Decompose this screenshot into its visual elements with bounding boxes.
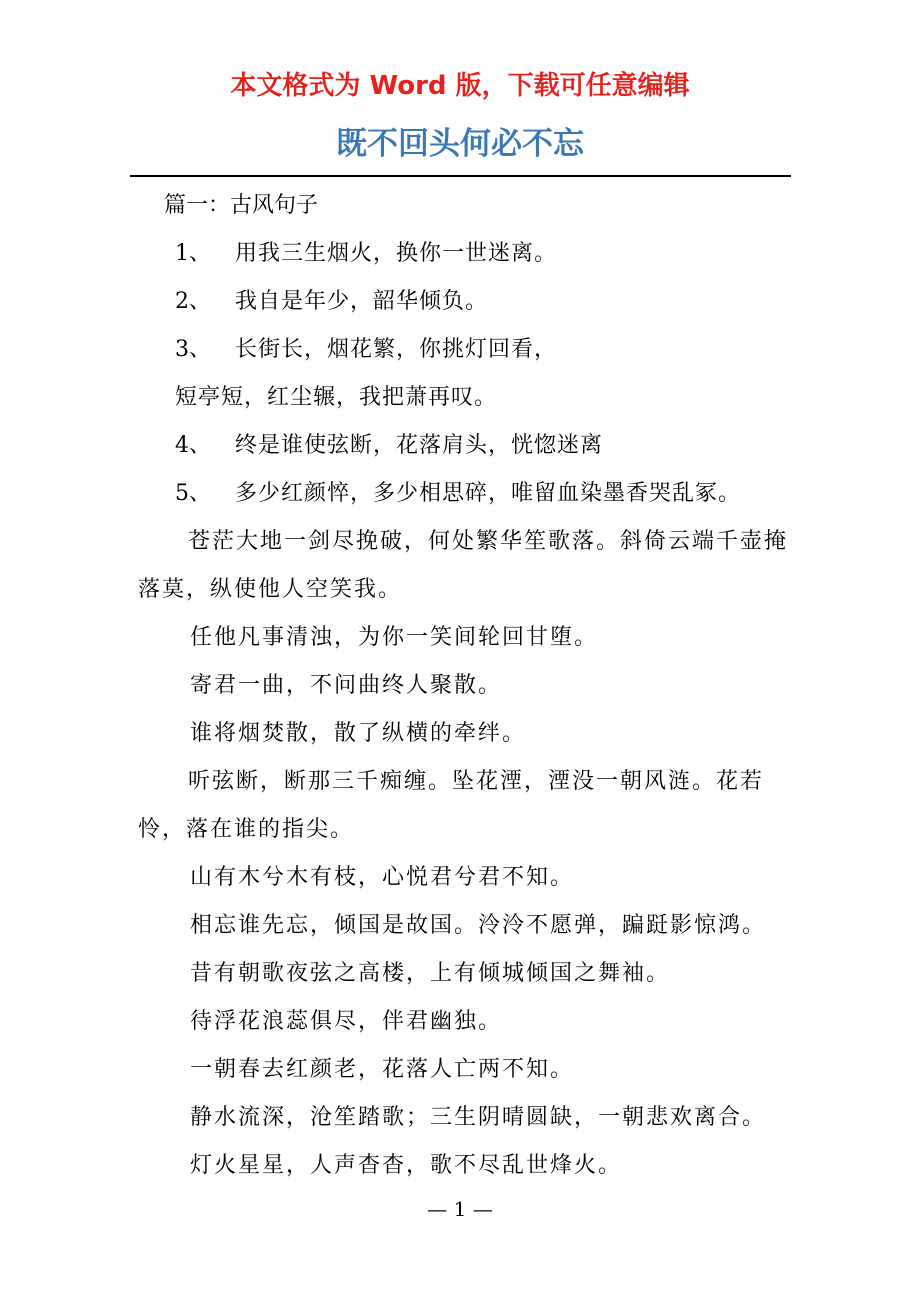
list-item-number: 5、 — [175, 481, 211, 506]
page-number: — 1 — — [427, 1197, 493, 1221]
text-line: 一朝春去红颜老，花落人亡两不知。 — [190, 1057, 575, 1082]
title-divider — [130, 175, 791, 177]
text-line: 灯火星星，人声杳杳，歌不尽乱世烽火。 — [190, 1153, 623, 1178]
list-item-text: 长街长，烟花繁，你挑灯回看， — [235, 337, 558, 362]
list-item — [138, 230, 788, 278]
list-item-number: 1、 — [175, 241, 211, 266]
section-heading: 篇一：古风句子 — [164, 193, 319, 218]
text-line: 静水流深，沧笙踏歌；三生阴晴圆缺，一朝悲欢离合。 — [190, 1105, 767, 1130]
text-line: 谁将烟焚散，散了纵横的牵绊。 — [190, 721, 527, 746]
list-item-number: 2、 — [175, 289, 211, 314]
list-item-continuation: 短亭短，红尘辗，我把萧再叹。 — [175, 385, 498, 410]
list-item — [138, 422, 788, 470]
text-line: 相忘谁先忘，倾国是故国。泠泠不愿弹，蹁跹影惊鸿。 — [190, 913, 767, 938]
text-line: 任他凡事清浊，为你一笑间轮回甘堕。 — [190, 625, 599, 650]
text-line: 寄君一曲，不问曲终人聚散。 — [190, 673, 503, 698]
text-line: 昔有朝歌夜弦之高楼，上有倾城倾国之舞袖。 — [190, 961, 671, 986]
text-line: 山有木兮木有枝，心悦君兮君不知。 — [190, 865, 575, 890]
paragraph: 苍茫大地一剑尽挽破，何处繁华笙歌落。斜倚云端千壶掩落莫，纵使他人空笑我。 — [138, 529, 789, 602]
list-item-number: 3、 — [175, 337, 211, 362]
list-item — [138, 326, 788, 374]
text-line: 待浮花浪蕊俱尽，伴君幽独。 — [190, 1009, 503, 1034]
document-body — [138, 182, 788, 1190]
list-item-text: 终是谁使弦断，花落肩头，恍惚迷离 — [235, 433, 604, 458]
list-item — [138, 470, 788, 518]
paragraph: 听弦断，断那三千痴缠。坠花湮，湮没一朝风涟。花若怜，落在谁的指尖。 — [138, 769, 765, 842]
list-item-text: 我自是年少，韶华倾负。 — [235, 289, 489, 314]
list-item-number: 4、 — [175, 433, 211, 458]
document-title: 既不回头何必不忘 — [336, 126, 584, 162]
download-banner: 本文格式为 Word 版，下载可任意编辑 — [230, 71, 690, 101]
list-item-text: 多少红颜悴，多少相思碎，唯留血染墨香哭乱冢。 — [235, 481, 742, 506]
list-item — [138, 278, 788, 326]
list-item-text: 用我三生烟火，换你一世迷离。 — [235, 241, 558, 266]
